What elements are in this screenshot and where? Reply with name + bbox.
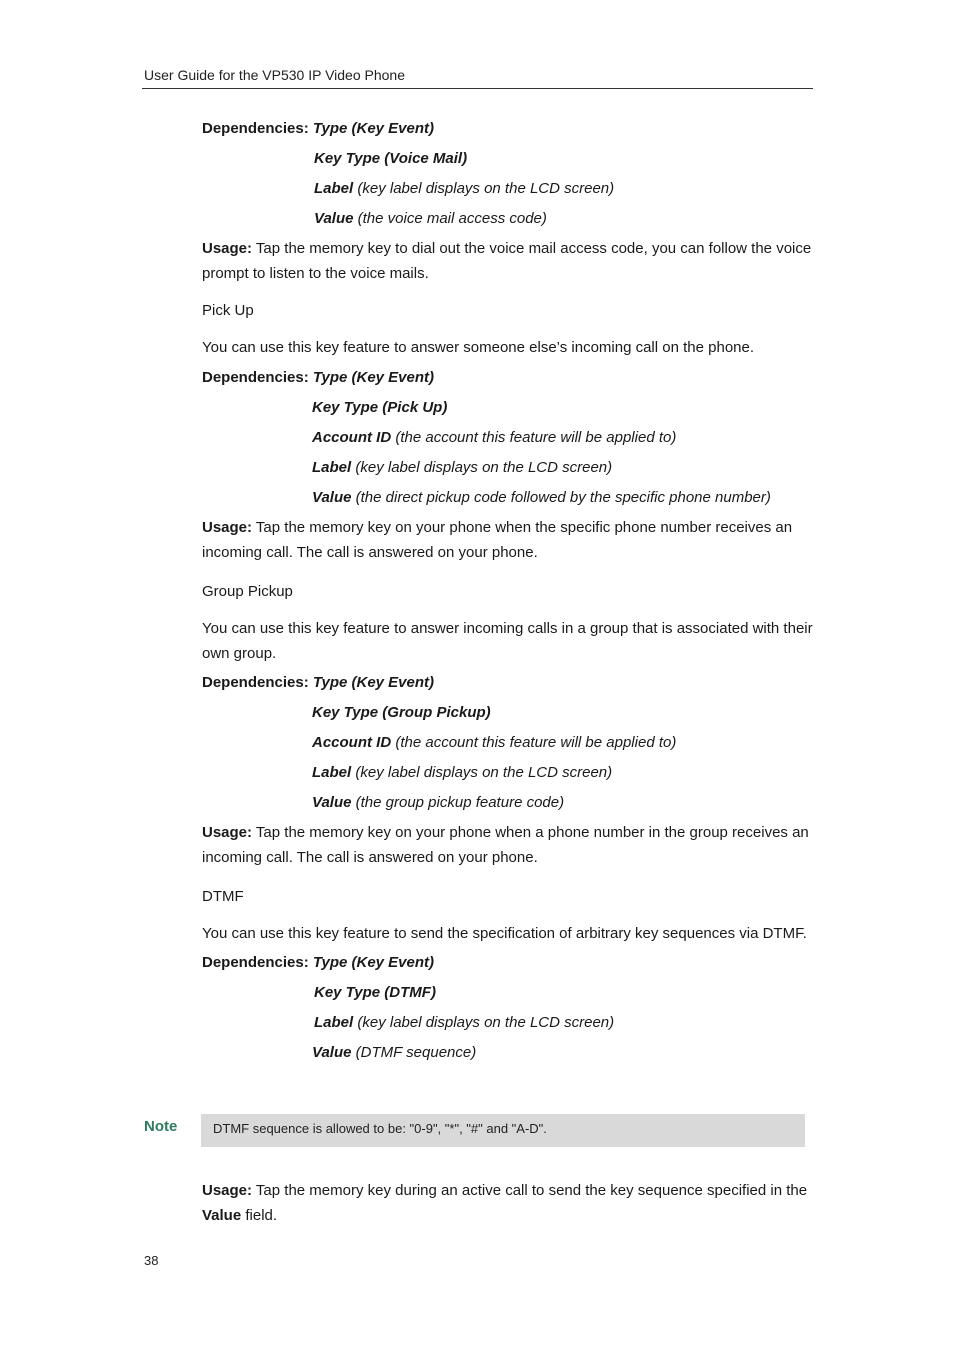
group-pickup-dependencies bbox=[202, 670, 814, 700]
dtmf-label-dep bbox=[202, 1010, 814, 1040]
pickup-account-dep bbox=[202, 425, 814, 455]
value-name: Value bbox=[312, 489, 352, 506]
pickup-keytype bbox=[202, 395, 814, 425]
pickup-intro: You can use this key feature to answer someone else’s incoming call on the phone. bbox=[202, 339, 755, 356]
voicemail-dependencies bbox=[202, 116, 814, 146]
page-content bbox=[202, 116, 814, 1070]
dtmf-keytype bbox=[202, 980, 814, 1010]
value-desc: (DTMF sequence) bbox=[351, 1044, 477, 1061]
keytype-text: Key Type (Group Pickup) bbox=[312, 704, 491, 721]
dependencies-label: Dependencies: bbox=[202, 369, 309, 386]
pickup-value-dep bbox=[202, 485, 814, 515]
value-desc: (the group pickup feature code) bbox=[351, 794, 565, 811]
voicemail-value-dep bbox=[202, 206, 814, 236]
usage-label: Usage: bbox=[202, 519, 253, 536]
label-desc: (key label displays on the LCD screen) bbox=[351, 764, 613, 781]
note-box bbox=[201, 1114, 805, 1147]
group-pickup-value-dep bbox=[202, 790, 814, 820]
group-pickup-account-dep bbox=[202, 730, 814, 760]
dtmf-dependencies bbox=[202, 950, 814, 980]
type-value: Type (Key Event) bbox=[312, 120, 435, 137]
group-pickup-usage bbox=[202, 820, 814, 870]
keytype-text: Key Type (DTMF) bbox=[314, 984, 436, 1001]
type-value: Type (Key Event) bbox=[312, 674, 435, 691]
pickup-usage bbox=[202, 515, 814, 565]
label-desc: (key label displays on the LCD screen) bbox=[353, 1014, 615, 1031]
note-text: DTMF sequence is allowed to be: "0-9", "*", "#" and "A-D". bbox=[213, 1121, 547, 1136]
account-name: Account ID bbox=[312, 429, 392, 446]
voicemail-label-dep bbox=[202, 176, 814, 206]
type-value: Type (Key Event) bbox=[312, 954, 435, 971]
voicemail-keytype bbox=[202, 146, 814, 176]
dependencies-label: Dependencies: bbox=[202, 954, 309, 971]
pickup-label-dep bbox=[202, 455, 814, 485]
account-name: Account ID bbox=[312, 734, 392, 751]
value-name: Value bbox=[312, 1044, 352, 1061]
group-pickup-keytype bbox=[202, 700, 814, 730]
label-name: Label bbox=[312, 764, 352, 781]
keytype-text: Key Type (Pick Up) bbox=[312, 399, 448, 416]
usage-text: Tap the memory key to dial out the voice mail access code, you can follow the voice prompt to listen to the voice mails. bbox=[202, 240, 812, 282]
label-name: Label bbox=[312, 459, 352, 476]
dtmf-intro: You can use this key feature to send the specification of arbitrary key sequences via DTMF. bbox=[202, 925, 807, 942]
group-pickup-intro: You can use this key feature to answer incoming calls in a group that is associated with their own group. bbox=[202, 620, 813, 662]
label-name: Label bbox=[314, 180, 354, 197]
value-field-name: Value bbox=[202, 1207, 242, 1224]
section-title-pick-up: Pick Up bbox=[202, 302, 254, 319]
account-desc: (the account this feature will be applied to) bbox=[391, 734, 677, 751]
page-number: 38 bbox=[144, 1253, 159, 1268]
label-desc: (key label displays on the LCD screen) bbox=[351, 459, 613, 476]
value-name: Value bbox=[312, 794, 352, 811]
value-desc: (the direct pickup code followed by the specific phone number) bbox=[351, 489, 771, 506]
keytype-text: Key Type (Voice Mail) bbox=[314, 150, 468, 167]
pickup-dependencies bbox=[202, 365, 814, 395]
running-header: User Guide for the VP530 IP Video Phone bbox=[144, 67, 405, 83]
value-desc: (the voice mail access code) bbox=[353, 210, 547, 227]
section-title-dtmf: DTMF bbox=[202, 888, 244, 905]
voicemail-usage bbox=[202, 236, 814, 286]
note-label: Note bbox=[144, 1118, 178, 1135]
section-title-group-pickup: Group Pickup bbox=[202, 583, 293, 600]
usage-text: Tap the memory key on your phone when the specific phone number receives an incoming call. The call is answered on your phone. bbox=[202, 519, 793, 561]
usage-text: Tap the memory key during an active call to send the key sequence specified in the bbox=[252, 1182, 808, 1199]
label-name: Label bbox=[314, 1014, 354, 1031]
type-value: Type (Key Event) bbox=[312, 369, 435, 386]
dtmf-usage bbox=[202, 1178, 814, 1228]
account-desc: (the account this feature will be applied to) bbox=[391, 429, 677, 446]
usage-text: Tap the memory key on your phone when a phone number in the group receives an incoming call. The call is answered on your phone. bbox=[202, 824, 809, 866]
header-divider bbox=[142, 88, 813, 89]
usage-label: Usage: bbox=[202, 824, 253, 841]
dtmf-value-dep bbox=[202, 1040, 814, 1070]
dependencies-label: Dependencies: bbox=[202, 674, 309, 691]
usage-text-end: field. bbox=[241, 1207, 278, 1224]
dependencies-label: Dependencies: bbox=[202, 120, 309, 137]
label-desc: (key label displays on the LCD screen) bbox=[353, 180, 615, 197]
usage-label: Usage: bbox=[202, 240, 253, 257]
group-pickup-label-dep bbox=[202, 760, 814, 790]
usage-label: Usage: bbox=[202, 1182, 253, 1199]
value-name: Value bbox=[314, 210, 354, 227]
